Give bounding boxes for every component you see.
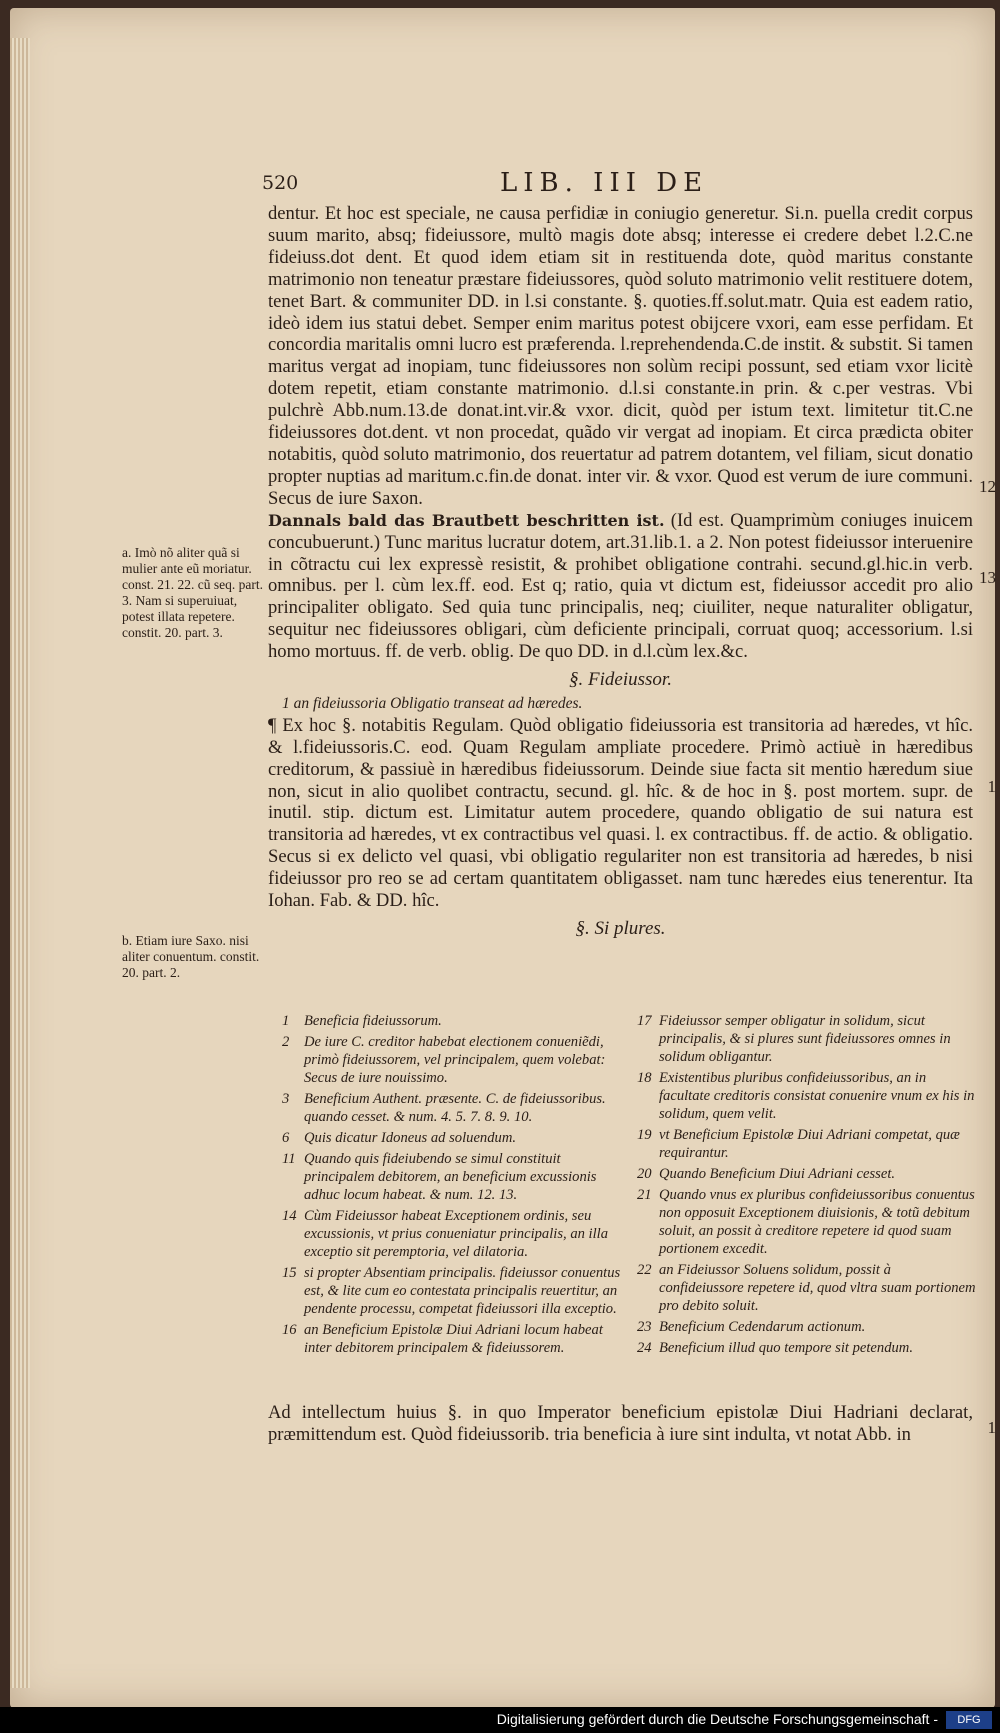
- index-right-column: [637, 1012, 977, 1360]
- page-edges: [10, 38, 30, 1688]
- index-item: [637, 1186, 977, 1258]
- margin-number: 13: [979, 568, 996, 587]
- section-summary: 1 an fideiussoria Obligatio transeat ad hæredes.: [282, 694, 583, 712]
- index-item-number: 15: [282, 1265, 297, 1281]
- index-left-column: [282, 1012, 622, 1360]
- paragraph-2: [268, 510, 973, 663]
- index-item: [282, 1264, 622, 1318]
- index-item-text: Quando Beneficium Diui Adriani cesset.: [659, 1166, 896, 1182]
- index-item: [637, 1069, 977, 1123]
- index-item-number: 14: [282, 1208, 297, 1224]
- section-heading-si-plures: §. Si plures.: [575, 918, 666, 939]
- index-item: [637, 1318, 977, 1336]
- index-item: [637, 1339, 977, 1357]
- index-item-number: 11: [282, 1151, 296, 1167]
- margin-number: 1: [987, 777, 996, 796]
- index-item: [282, 1207, 622, 1261]
- index-item-number: 1: [282, 1013, 290, 1029]
- index-item-number: 16: [282, 1322, 297, 1338]
- index-item-text: an Beneficium Epistolæ Diui Adriani locum habeat inter debitorem principalem & fideiussorem.: [304, 1322, 603, 1356]
- index-item-text: Beneficium Cedendarum actionum.: [659, 1319, 866, 1335]
- main-text: [268, 203, 973, 942]
- index-item-text: Quando vnus ex pluribus confideiussoribus conuentus non opposuit Exceptionem diuisionis, & totũ debitum soluit, an possit à creditore repetere id quod suam portionem excedit.: [659, 1187, 975, 1257]
- index-item-number: 20: [637, 1166, 652, 1182]
- index-item-number: 19: [637, 1127, 652, 1143]
- index-item-number: 2: [282, 1034, 290, 1050]
- margin-note-b: b. Etiam iure Saxo. nisi aliter conuentum. constit. 20. part. 2.: [122, 933, 260, 980]
- index-item: [282, 1090, 622, 1126]
- index-item: [282, 1150, 622, 1204]
- index-item-number: 22: [637, 1262, 652, 1278]
- index-item: [282, 1033, 622, 1087]
- index-item-text: Quis dicatur Idoneus ad soluendum.: [304, 1130, 517, 1146]
- index-item-text: Existentibus pluribus confideiussoribus, an in facultate creditoris consistat conuenire vnum ex his in solidum, quem velit.: [659, 1070, 975, 1122]
- closing-paragraph: Ad intellectum huius §. in quo Imperator beneficium epistolæ Diui Hadriani declarat, præmittendum est. Quòd fideiussorib. tria beneficia à iure sint indulta, vt notat Abb. in: [268, 1402, 973, 1445]
- index-item: [637, 1261, 977, 1315]
- index-item-number: 3: [282, 1091, 290, 1107]
- page-header: [262, 168, 962, 202]
- index-item-text: Beneficia fideiussorum.: [304, 1013, 442, 1029]
- index-item-number: 6: [282, 1130, 290, 1146]
- paragraph-2-text: (Id est. Quamprimùm coniuges inuicem concubuerunt.) Tunc maritus lucratur dotem, art.31.lib.1. a 2. Non potest fideiussor interuenire in cõtractu cui lex expressè resistit, & prohibet obligatione contrahi. secund.gl.hic.in verb. omnibus. per l. cùm lex.ff. eod. Est q; ratio, quia vt dictum est, fideiussor accedit pro alio principaliter obligato. Sed quia tunc principalis, neq; ciuiliter, neque naturaliter obligatur, sequitur nec fideiussores obligari, cùm deficiente principali, corruat quoq; accessorium. l.si homo mortuus. ff. de verb. oblig. De quo DD. in d.l.cùm lex.&c.: [268, 509, 973, 663]
- margin-number: 12: [979, 477, 996, 496]
- index-item-text: Beneficium illud quo tempore sit petendum.: [659, 1340, 913, 1356]
- index-item-number: 24: [637, 1340, 652, 1356]
- index-item: [282, 1321, 622, 1357]
- closing-paragraph-block: [268, 1402, 973, 1446]
- index-item-text: De iure C. creditor habebat electionem conueniẽdi, primò fideiussorem, vel principalem, quem volebat: Secus de iure nouissimo.: [304, 1034, 606, 1086]
- index-item-number: 18: [637, 1070, 652, 1086]
- index-item-text: vt Beneficium Epistolæ Diui Adriani competat, quæ requirantur.: [659, 1127, 960, 1161]
- index-item-text: an Fideiussor Soluens solidum, possit à confideiussore repetere id, quod vltra suam portionem pro debito soluit.: [659, 1262, 976, 1314]
- index-item-text: Cùm Fideiussor habeat Exceptionem ordinis, seu excussionis, vt prius conueniatur principalis, an illa exceptio sit peremptoria, vel dilatoria.: [304, 1208, 609, 1260]
- index-item: [282, 1129, 622, 1147]
- paragraph-1: dentur. Et hoc est speciale, ne causa perfidiæ in coniugio generetur. Si.n. puella credit corpus suum marito, absq; fideiussore, multò magis dote absq; interesse ei credere debet l.2.C.ne fideiuss.dot dent. Et quod idem etiam sit in restituenda dote, quòd maritus constante matrimonio non teneatur præstare fideiussores, quòd soluto matrimonio velit restituere dotem, tenet Bart. & communiter DD. in l.si constante. §. quoties.ff.solut.matr. Quia est eadem ratio, ideò idem ius statui debet. Semper enim maritus potest obijcere vxori, eam esse perfidam. Et concordia maritalis omni lucro est præferenda. l.reprehendenda.C.de instit. & substit. Si tamen maritus vergat ad inopiam, tunc fideiussores non solùm recipi possunt, sed etiam vxor licitè dotem repetit, etiam constante matrimonio. d.l.si constante.in prin. & c.per vestras. Vbi pulchrè Abb.num.13.de donat.int.vir.& vxor. dicit, quòd per istum text. limitetur tit.C.ne fideiussores dot.dent. vt non procedat, quãdo vir vergat ad inopiam. Et circa prædicta obiter notabitis, quòd soluto matrimonio, dos reuertatur ad patrem dotantem, vel filiam, sicut donatio propter nuptias ad maritum.c.fin.de donat. inter vir. & vxor. Quod est verum de iure communi. Secus de iure Saxon.: [268, 203, 973, 509]
- index-item-text: Quando quis fideiubendo se simul constituit principalem debitorem, an beneficium excussionis adhuc locum habeat. & num. 12. 13.: [304, 1151, 597, 1203]
- index-item-number: 17: [637, 1013, 652, 1029]
- index-item-text: si propter Absentiam principalis. fideiussor conuentus est, & lite cum eo contestata principalis reuertitur, an pendente processu, competat fideiussori illa exceptio.: [304, 1265, 621, 1317]
- index-item-text: Fideiussor semper obligatur in solidum, sicut principalis, & si plures sunt fideiussores omnes in solidum obligantur.: [659, 1013, 951, 1065]
- dfg-logo: DFG: [946, 1711, 992, 1729]
- section-heading-fideiussor: §. Fideiussor.: [569, 669, 672, 691]
- index-item-text: Beneficium Authent. præsente. C. de fideiussoribus. quando cesset. & num. 4. 5. 7. 8. 9. 10.: [304, 1091, 606, 1125]
- page-number: 520: [262, 172, 299, 194]
- blackletter-quote: Dannals bald das Brautbett beschritten ist.: [268, 510, 665, 530]
- paragraph-3: ¶ Ex hoc §. notabitis Regulam. Quòd obligatio fideiussoria est transitoria ad hæredes, vt hîc. & l.fideiussoris.C. eod. Quam Regulam ampliate procedere. Primò actiuè in hæredibus creditorum, & passiuè in hæredibus fideiussorum. Deinde siue facta sit mentio hæredum siue non, sicut in alio quolibet contractu, secund. gl. hîc. & de hoc in §. post mortem. supr. de inutil. stip. dictum est. Limitatur autem procedere, quando obligatio de sui natura est transitoria ad hæredes, vt ex contractibus vel quasi. l. ex contractibus. ff. de actio. & obligatio. Secus si ex delicto vel quasi, vbi obligatio regulariter non est transitoria ad hæredes, b nisi fideiussor pro reo se ad certam quantitatem obligasset. nam tunc hæredes eius tenerentur. Ita Iohan. Fab. & DD. hîc.: [268, 714, 973, 912]
- index-item: [637, 1165, 977, 1183]
- index-item-number: 23: [637, 1319, 652, 1335]
- footer-credit: Digitalisierung gefördert durch die Deutsche Forschungsgemeinschaft -: [496, 1711, 938, 1727]
- margin-number: 1: [987, 1418, 996, 1437]
- margin-note-a: a. Imò nõ aliter quã si mulier ante eũ moriatur. const. 21. 22. cũ seq. part. 3. Nam si superuiuat, potest illata repetere. constit. 20. part. 3.: [122, 545, 263, 640]
- index-item-number: 21: [637, 1187, 652, 1203]
- running-head: LIB. III DE: [500, 168, 709, 198]
- index-item: [637, 1126, 977, 1162]
- index-item: [282, 1012, 622, 1030]
- index-item: [637, 1012, 977, 1066]
- footer-bar: [0, 1707, 1000, 1733]
